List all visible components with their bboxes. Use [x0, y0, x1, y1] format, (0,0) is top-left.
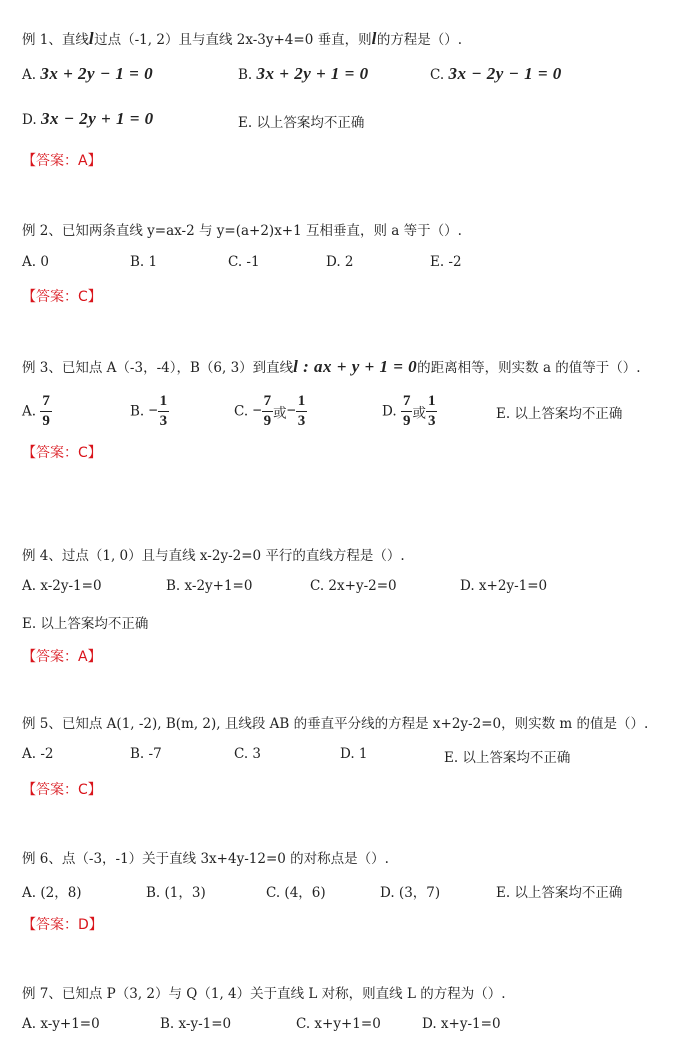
q2-option-d: D. 2 [326, 254, 354, 270]
q1-stem-part: 过点（-1, 2）且与直线 2x-3y+4=0 垂直，则 [94, 32, 372, 48]
q6-option-d: D. (3，7) [380, 885, 441, 901]
q3-option-d: D. $\frac{7}{9}$ 或 $\frac{1}{3}$ [382, 393, 436, 429]
q4-option-b: B. x-2y+1=0 [166, 578, 253, 594]
q3-stem-part: 例 3、已知点 A（-3，-4），B（6, 3）到直线 [22, 360, 294, 376]
q7-stem: 例 7、已知点 P（3, 2）与 Q（1, 4）关于直线 L 对称，则直线 L 的方程为（）. [22, 986, 506, 1002]
q5-option-a: A. -2 [22, 746, 54, 762]
q5-option-d: D. 1 [340, 746, 368, 762]
fraction: $\frac{7}{9}$ [42, 393, 50, 429]
fraction: $\frac{1}{3}$ [159, 393, 168, 429]
q1-option-d: D. 3x − 2y + 1 = 0 [22, 109, 154, 128]
q2-option-c: C. -1 [228, 254, 260, 270]
q1-option-e: E. 以上答案均不正确 [238, 115, 365, 131]
q6-option-c: C. (4，6) [266, 885, 326, 901]
q4-answer: 【答案：A】 [22, 649, 102, 665]
q3-option-e: E. 以上答案均不正确 [496, 406, 623, 422]
q1-stem-part: 的方程是（）. [376, 32, 463, 48]
q1-option-c: C. 3x − 2y − 1 = 0 [430, 64, 562, 83]
q3-stem-part: 的距离相等，则实数 a 的值等于（）. [417, 360, 641, 376]
q5-stem: 例 5、已知点 A(1, -2), B(m, 2), 且线段 AB 的垂直平分线的方程是 x+2y-2=0，则实数 m 的值是（）. [22, 716, 649, 732]
q6-stem: 例 6、点（-3，-1）关于直线 3x+4y-12=0 的对称点是（）. [22, 851, 389, 867]
q4-option-c: C. 2x+y-2=0 [310, 578, 397, 594]
q2-option-a: A. 0 [22, 254, 49, 270]
q5-answer: 【答案：C】 [22, 782, 102, 798]
q7-option-a: A. x-y+1=0 [22, 1016, 100, 1032]
fraction: $\frac{1}{3}$ [297, 393, 306, 429]
q2-answer: 【答案：C】 [22, 289, 102, 305]
q7-option-b: B. x-y-1=0 [160, 1016, 232, 1032]
q4-option-e: E. 以上答案均不正确 [22, 616, 149, 632]
q2-option-e: E. -2 [430, 254, 462, 270]
q1-var-l: l [371, 29, 377, 48]
q2-stem: 例 2、已知两条直线 y=ax-2 与 y=(a+2)x+1 互相垂直，则 a 等于（）. [22, 223, 462, 239]
q1-option-a: A. 3x + 2y − 1 = 0 [22, 64, 154, 83]
q3-option-b: B. − $\frac{1}{3}$ [130, 393, 168, 429]
q3-line-equation: l : ax + y + 1 = 0 [293, 357, 418, 376]
q5-option-e: E. 以上答案均不正确 [444, 750, 571, 766]
q6-option-e: E. 以上答案均不正确 [496, 885, 623, 901]
q1-stem [22, 28, 462, 49]
fraction: $\frac{1}{3}$ [427, 393, 436, 429]
q7-option-c: C. x+y+1=0 [296, 1016, 381, 1032]
q5-option-b: B. -7 [130, 746, 162, 762]
q4-stem: 例 4、过点（1, 0）且与直线 x-2y-2=0 平行的直线方程是（）. [22, 548, 405, 564]
q1-stem-part: 例 1、直线 [22, 32, 89, 48]
q7-option-d: D. x+y-1=0 [422, 1016, 501, 1032]
fraction: $\frac{7}{9}$ [402, 393, 411, 429]
q3-answer: 【答案：C】 [22, 445, 102, 461]
q6-answer: 【答案：D】 [22, 917, 103, 933]
q2-option-b: B. 1 [130, 254, 158, 270]
q4-option-d: D. x+2y-1=0 [460, 578, 548, 594]
q1-option-b: B. 3x + 2y + 1 = 0 [238, 64, 369, 83]
q6-option-a: A. (2，8) [22, 885, 82, 901]
q3-option-a: A. $\frac{7}{9}$ [22, 393, 50, 429]
q1-answer: 【答案：A】 [22, 153, 102, 169]
q4-option-a: A. x-2y-1=0 [22, 578, 102, 594]
q3-stem [22, 356, 641, 377]
q3-option-c: C. − $\frac{7}{9}$ 或− $\frac{1}{3}$ [234, 393, 306, 429]
q6-option-b: B. (1，3) [146, 885, 206, 901]
q5-option-c: C. 3 [234, 746, 262, 762]
fraction: $\frac{7}{9}$ [263, 393, 272, 429]
q1-var-l: l [88, 29, 95, 48]
